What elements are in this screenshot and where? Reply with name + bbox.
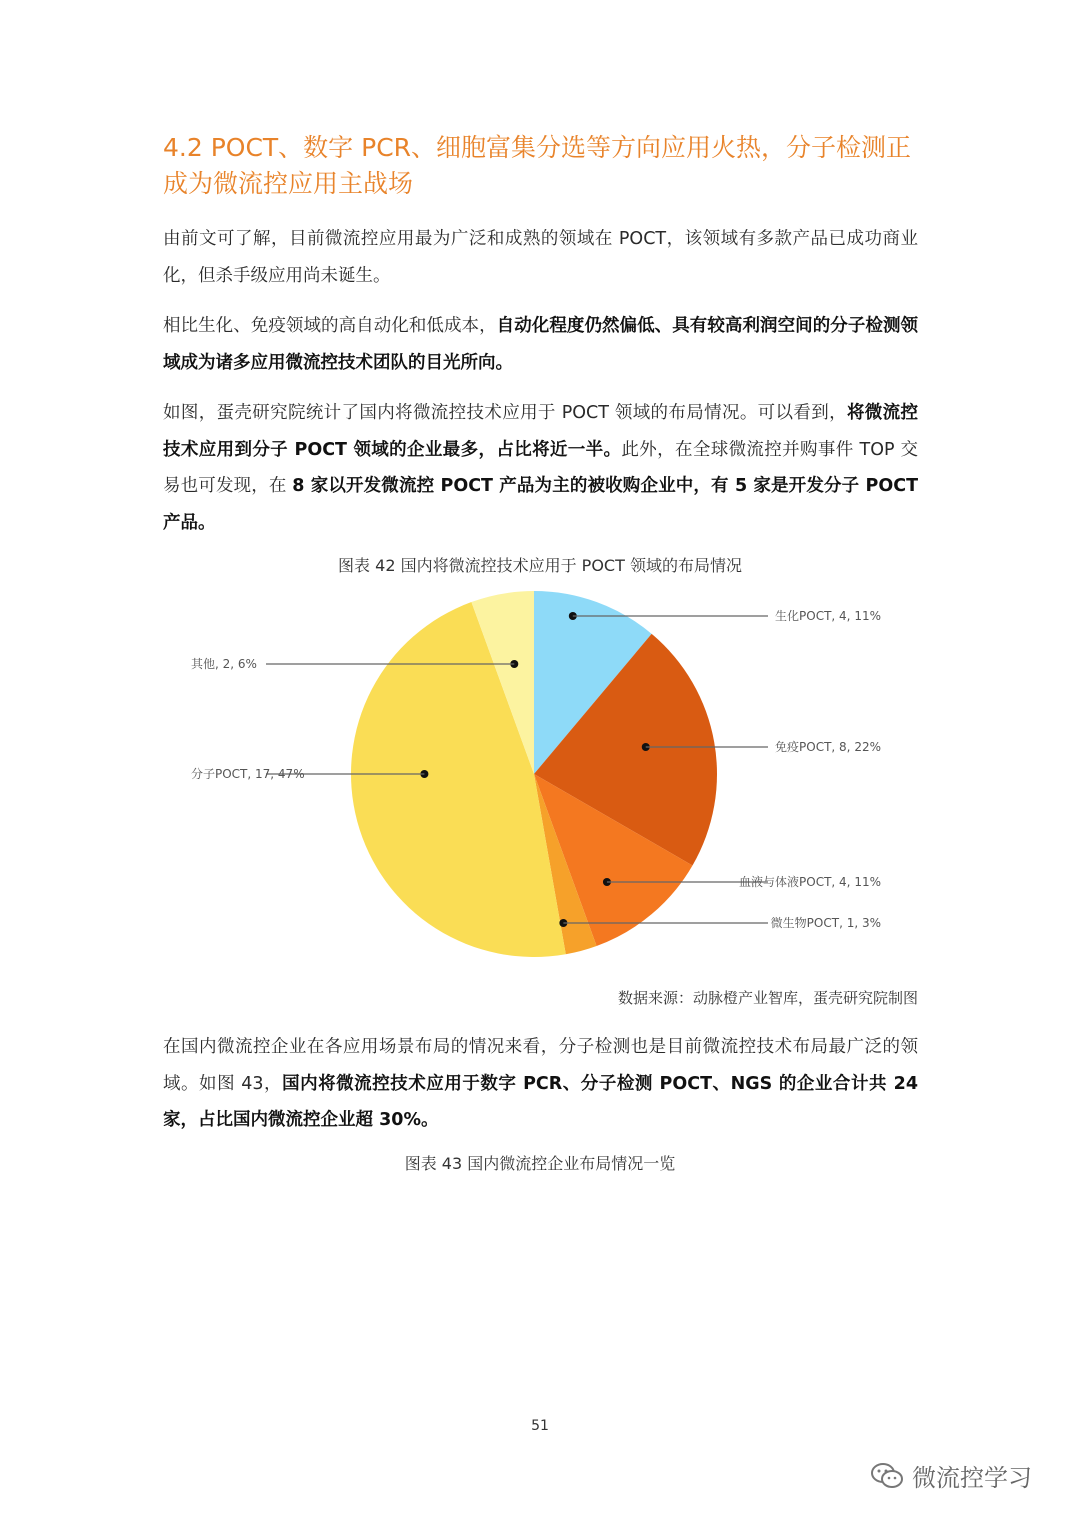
paragraph-3-text-b: 此外，在全球微流控并购事件 TOP 交易也可发现，在 [163,439,918,496]
paragraph-1: 由前文可了解，目前微流控应用最为广泛和成熟的领域在 POCT，该领域有多款产品已成功商业化，但杀手级应用尚未诞生。 [163,229,918,286]
paragraph-2-bold: 自动化程度仍然偏低、具有较高利润空间的分子检测领域成为诸多应用微流控技术团队的目光所向。 [163,316,919,373]
paragraph-3 [163,395,918,541]
figure-42-caption: 图表 42 国内将微流控技术应用于 POCT 领域的布局情况 [338,556,742,575]
paragraph-3-bold-b: 8 家以开发微流控 POCT 产品为主的被收购企业中，有 5 家是开发分子 POCT 产品。 [163,476,919,533]
wechat-icon [870,1461,904,1491]
paragraph-3-text-a: 如图，蛋壳研究院统计了国内将微流控技术应用于 POCT 领域的布局情况。可以看到， [163,403,847,423]
paragraph-4 [163,1029,918,1139]
pie-label-4: 分子POCT, 17, 47% [191,767,305,781]
paragraph-4-text: 在国内微流控企业在各应用场景布局的情况来看，分子检测也是目前微流控技术布局最广泛的领域。如图 43， [163,1037,918,1094]
section-heading: 4.2 POCT、数字 PCR、细胞富集分选等方向应用火热，分子检测正成为微流控应用主战场 [163,133,912,198]
pie-label-5: 其他, 2, 6% [191,657,257,671]
paragraph-3-bold-a: 将微流控技术应用到分子 POCT 领域的企业最多，占比将近一半。 [163,403,919,460]
pie-label-1: 免疫POCT, 8, 22% [775,740,881,754]
figure-43-caption: 图表 43 国内微流控企业布局情况一览 [404,1154,676,1173]
paragraph-4-bold: 国内将微流控技术应用于数字 PCR、分子检测 POCT、NGS 的企业合计共 24 家，占比国内微流控企业超 30%。 [163,1073,918,1130]
watermark-text: 微流控学习 [912,1464,1032,1492]
pie-label-3: 微生物POCT, 1, 3% [770,916,881,930]
pie-label-2: 血液与体液POCT, 4, 11% [739,875,881,889]
paragraph-2 [163,308,918,381]
watermark [870,1458,1032,1493]
page-number: 51 [531,1418,549,1434]
paragraph-2-text: 相比生化、免疫领域的高自动化和低成本， [163,316,497,336]
pie-label-0: 生化POCT, 4, 11% [775,609,881,623]
data-source: 数据来源：动脉橙产业智库，蛋壳研究院制图 [617,989,918,1007]
pie-chart [0,580,1080,980]
